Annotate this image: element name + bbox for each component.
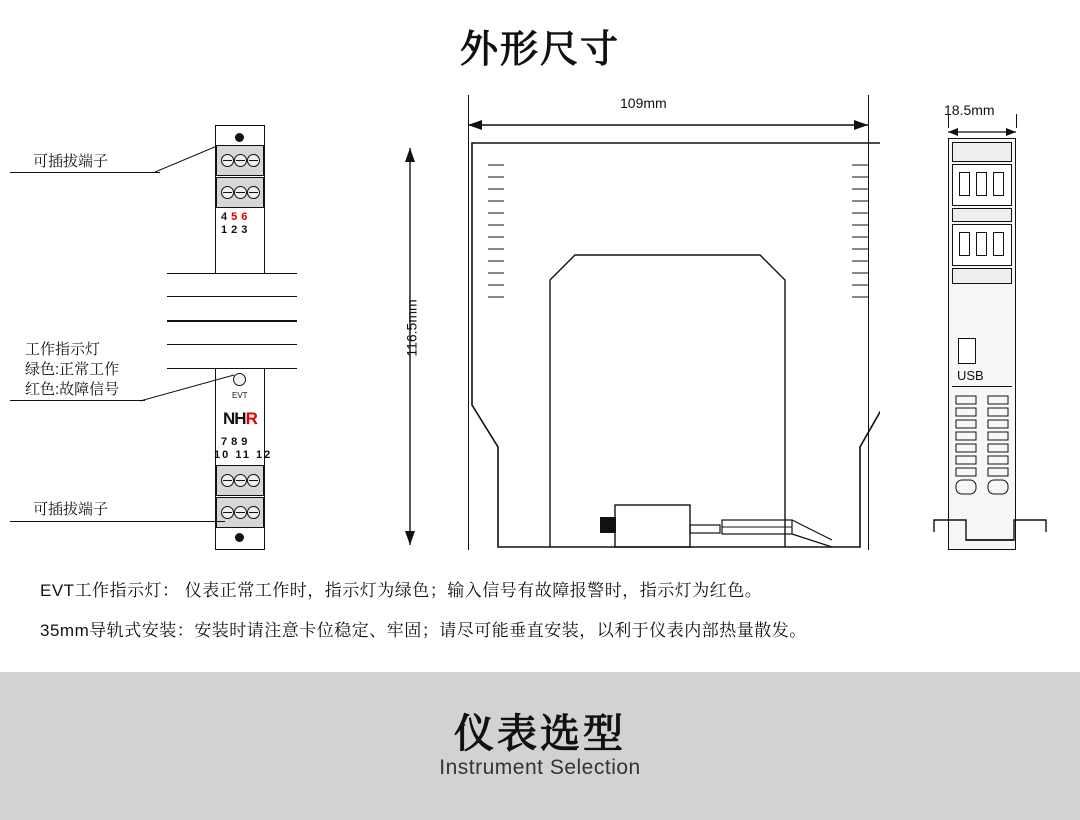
footer-title-en: Instrument Selection [439, 756, 641, 779]
din-rail-upper [167, 273, 297, 321]
terminal-numbers-bottom-upper [221, 436, 251, 448]
top-pivot-dot [235, 133, 244, 142]
side-vent-pattern [952, 394, 1012, 500]
note-mounting: 35mm导轨式安装：安装时请注意卡位稳定、牢固；请尽可能垂直安装，以利于仪表内部热量散发。 [40, 621, 807, 640]
side-din-rail [930, 500, 1050, 560]
callout-bottom-terminal: 可插拔端子 [33, 501, 109, 518]
usb-port-icon [958, 338, 976, 364]
screw-icon [221, 186, 234, 199]
terminal-pin [959, 232, 970, 256]
device-outline [460, 135, 880, 555]
led-label: EVT [232, 391, 248, 400]
callout-top-terminal: 可插拔端子 [33, 153, 109, 170]
terminal-block-bottom-upper [216, 465, 264, 496]
terminal-pin [959, 172, 970, 196]
side-divider [952, 208, 1012, 222]
page-title: 外形尺寸 [459, 29, 620, 71]
terminal-number: 2 [231, 224, 242, 236]
terminal-number-red: 5 [231, 211, 242, 223]
screw-icon [234, 506, 247, 519]
terminal-numbers-top-upper [221, 211, 251, 223]
screw-icon [247, 154, 260, 167]
front-section-view [390, 95, 880, 555]
callout-led-red: 红色:故障信号 [25, 381, 120, 398]
terminal-pin [993, 232, 1004, 256]
terminal-number: 1 [221, 224, 232, 236]
terminal-number: 11 [235, 449, 251, 461]
brand-text: NHR [223, 409, 257, 428]
terminal-number: 8 [231, 436, 242, 448]
terminal-block-bottom-lower [216, 497, 264, 528]
footer-title-cn: 仪表选型 [454, 712, 626, 756]
callout-led-green: 绿色:正常工作 [25, 361, 120, 378]
terminal-number-red: 6 [241, 211, 252, 223]
height-dimension-label: 116.5mm [403, 299, 420, 357]
width-dimension-label: 109mm [620, 95, 667, 111]
terminal-number: 3 [241, 224, 252, 236]
terminal-numbers-bottom-lower [214, 449, 272, 461]
bottom-pivot-dot [235, 533, 244, 542]
brand-logo [223, 409, 257, 429]
note-led: EVT工作指示灯： 仪表正常工作时，指示灯为绿色；输入信号有故障报警时，指示灯为红色。 [40, 581, 763, 600]
module-front-drawing [205, 125, 275, 550]
callout-line [10, 400, 145, 401]
depth-dimension-label: 18.5mm [944, 102, 995, 118]
terminal-pin [976, 172, 987, 196]
terminal-number: 12 [256, 449, 273, 461]
screw-icon [234, 186, 247, 199]
terminal-pin [976, 232, 987, 256]
callout-line-led [140, 368, 240, 408]
usb-label: USB [957, 368, 984, 383]
screw-icon [247, 186, 260, 199]
screw-icon [221, 506, 234, 519]
terminal-number: 9 [241, 436, 252, 448]
side-view-drawing [930, 100, 1050, 555]
callout-line [10, 521, 225, 522]
screw-icon [234, 474, 247, 487]
screw-icon [234, 154, 247, 167]
screw-icon [221, 474, 234, 487]
callout-line-top [155, 140, 225, 180]
screw-icon [247, 506, 260, 519]
terminal-number: 4 [221, 211, 232, 223]
terminal-block-top-lower [216, 177, 264, 208]
width-dimension-arrow [460, 115, 880, 135]
side-top-cap [952, 142, 1012, 162]
callout-line [10, 172, 160, 173]
terminal-numbers-top-lower [221, 224, 251, 236]
terminal-number: 10 [214, 449, 231, 461]
terminal-number: 7 [221, 436, 232, 448]
side-divider-2 [952, 268, 1012, 284]
terminal-pin [993, 172, 1004, 196]
din-rail-lower [167, 321, 297, 369]
screw-icon [247, 474, 260, 487]
callout-led-title: 工作指示灯 [25, 341, 101, 358]
